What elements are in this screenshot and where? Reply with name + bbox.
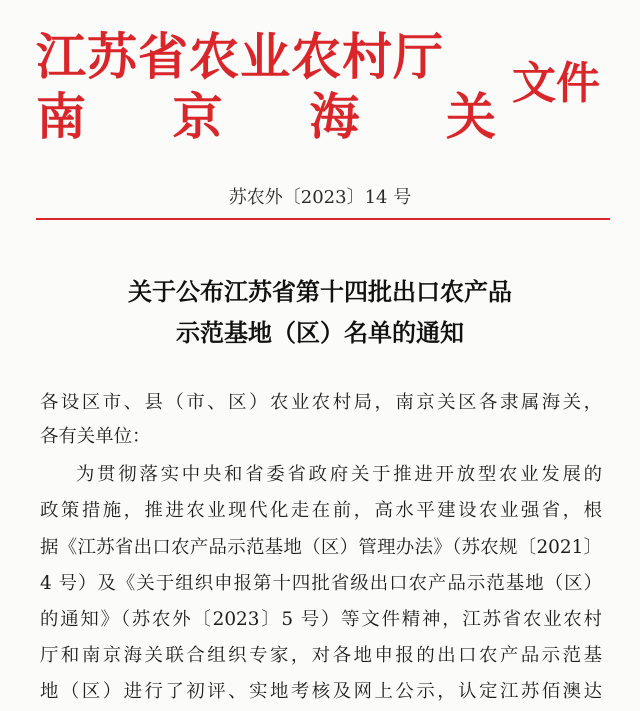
issuer-nanjing-customs xyxy=(36,87,496,146)
body-line: 4 号）及《关于组织申报第十四批省级出口农产品示范基地（区） xyxy=(40,573,602,594)
notice-title-line-2: 示范基地（区）名单的通知 xyxy=(176,318,464,347)
issuer-char: 南 xyxy=(36,87,86,146)
issuer-char: 海 xyxy=(309,87,360,146)
body-line: 政策措施，推进农业现代化走在前，高水平建设农业强省，根 xyxy=(40,500,602,521)
body-line: 据《江苏省出口农产品示范基地（区）管理办法》（苏农规〔2021〕 xyxy=(40,537,602,558)
body-line: 地（区）进行了初评、实地考核及网上公示，认定江苏佰澳达 xyxy=(40,681,602,702)
red-divider-line xyxy=(36,218,610,220)
document-number: 苏农外〔2023〕14 号 xyxy=(228,187,412,208)
issuer-agriculture-department: 江苏省农业农村厅 xyxy=(36,27,444,86)
body-line: 为贯彻落实中央和省委省政府关于推进开放型农业发展的 xyxy=(76,464,602,485)
notice-title-line-1: 关于公布江苏省第十四批出口农产品 xyxy=(128,277,512,306)
addressee-line-1: 各设区市、县（市、区）农业农村局，南京关区各隶属海关， xyxy=(40,392,602,413)
body-line: 的通知》（苏农外〔2023〕5 号）等文件精神，江苏省农业农村 xyxy=(40,609,602,630)
issuer-char: 京 xyxy=(172,87,223,146)
addressee-line-2: 各有关单位： xyxy=(40,426,151,447)
document-word: 文件 xyxy=(512,58,600,109)
issuer-char: 关 xyxy=(445,87,496,146)
body-line: 厅和南京海关联合组织专家，对各地申报的出口农产品示范基 xyxy=(40,645,602,666)
